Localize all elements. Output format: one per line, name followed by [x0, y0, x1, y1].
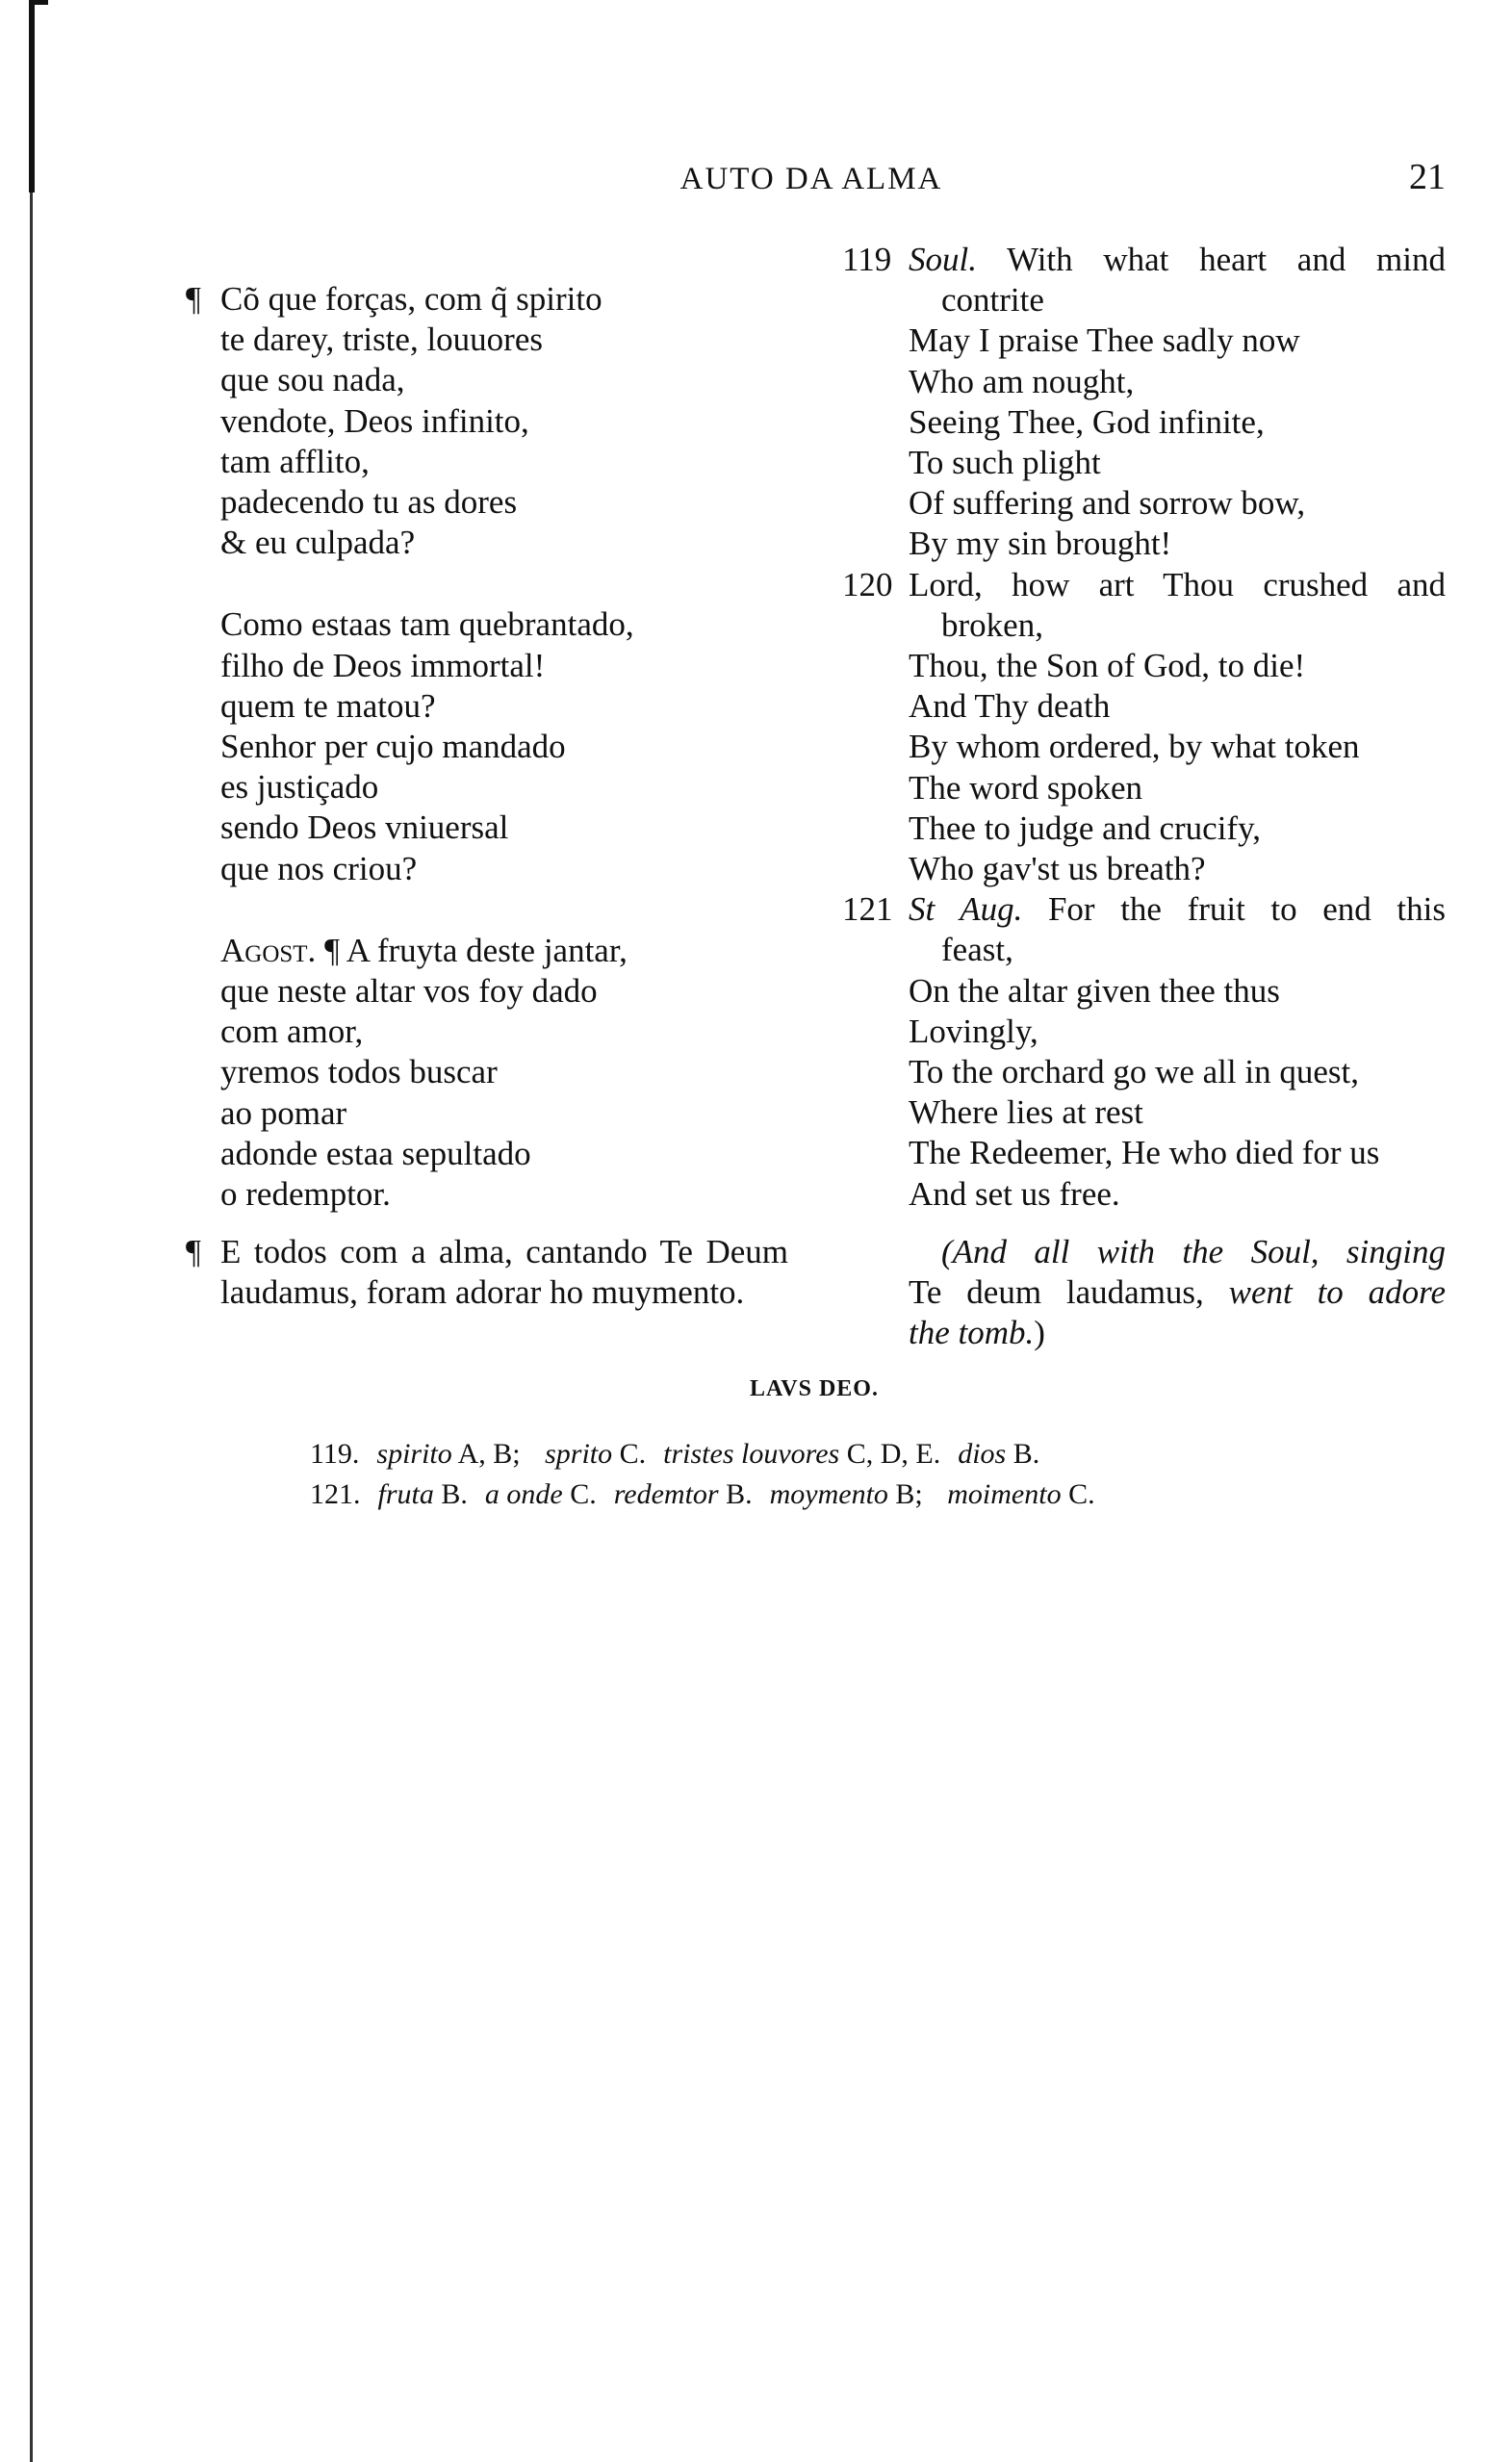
verse-line — [909, 1052, 1446, 1092]
verse-line — [909, 727, 1446, 767]
stanza — [220, 604, 788, 888]
text-segment: The Redeemer, He who died for us — [909, 1134, 1380, 1172]
italic-text: went to adore — [1228, 1273, 1446, 1312]
text-segment: adonde estaa sepultado — [220, 1134, 531, 1172]
italic-text: (And all with the Soul, singing — [941, 1232, 1446, 1270]
italic-text: tristes louvores — [663, 1438, 840, 1470]
text-segment: Of suffering and sorrow bow, — [909, 484, 1306, 523]
verse-line — [909, 646, 1446, 686]
text-segment: Where lies at rest — [909, 1093, 1143, 1132]
verse-line — [909, 971, 1446, 1012]
stanza — [186, 279, 788, 563]
text-segment: que neste altar vos foy dado — [220, 972, 598, 1011]
text-segment: filho de Deos immortal! — [220, 646, 546, 684]
verse-number: 120 — [842, 565, 893, 603]
verse-line — [909, 1174, 1446, 1215]
verse-line — [220, 1134, 788, 1174]
verse-line — [909, 1012, 1446, 1052]
stage-direction-text: E todos com a alma, cantando Te Deum laudamus, foram adorar ho muymento. — [220, 1233, 788, 1312]
verse-line — [220, 1093, 788, 1134]
verse-line — [909, 768, 1446, 808]
verse-line — [909, 402, 1446, 443]
italic-text: moimento — [947, 1478, 1062, 1510]
text-segment: By my sin brought! — [909, 525, 1172, 563]
text-segment: May I praise Thee sadly now — [909, 321, 1300, 360]
text-segment: padecendo tu as dores — [220, 483, 518, 522]
text-segment: yremos todos buscar — [220, 1053, 498, 1091]
verse-line — [220, 1012, 788, 1052]
italic-text: moymento — [769, 1478, 888, 1510]
verse-line — [220, 1174, 788, 1215]
verse-line — [186, 279, 788, 320]
verse-line — [220, 686, 788, 727]
page-edge-corner — [29, 0, 48, 5]
verse-line — [220, 442, 788, 482]
numbered-verse-line — [842, 889, 1446, 930]
text-segment: B. — [433, 1478, 468, 1510]
verse-number: 121 — [842, 890, 893, 929]
text-segment: Thee to judge and crucify, — [909, 808, 1262, 847]
verse-line — [220, 401, 788, 442]
verse-line — [909, 280, 1446, 321]
text-segment: C, D, E. — [839, 1438, 941, 1470]
text-segment: & eu culpada? — [220, 524, 416, 562]
verse-line — [909, 686, 1446, 727]
verse-line — [909, 849, 1446, 889]
running-head: AUTO DA ALMA — [679, 162, 943, 196]
text-segment: broken, — [941, 605, 1043, 644]
text-segment: tam afflito, — [220, 442, 370, 480]
verse-line — [220, 767, 788, 808]
text-segment: contrite — [941, 281, 1044, 320]
italic-text: St Aug. — [909, 890, 1023, 929]
verse-line — [220, 320, 788, 360]
text-segment: By whom ordered, by what token — [909, 728, 1360, 766]
verse-line — [220, 808, 788, 848]
verse-line — [220, 849, 788, 889]
text-segment: To such plight — [909, 444, 1101, 482]
footnote — [310, 1475, 1095, 1515]
text-segment: Lovingly, — [909, 1012, 1038, 1050]
verse-line — [220, 931, 788, 971]
italic-text: a onde — [484, 1478, 563, 1510]
text-segment: que sou nada, — [220, 361, 405, 399]
verse-line — [909, 443, 1446, 483]
text-segment: To the orchard go we all in quest, — [909, 1053, 1359, 1091]
text-segment: C. — [612, 1438, 647, 1470]
text-segment: sendo Deos vniuersal — [220, 808, 509, 847]
verse-line — [909, 1133, 1446, 1173]
text-segment: And set us free. — [909, 1174, 1120, 1213]
text-segment: Cõ que forças, com q̃ spirito — [220, 280, 602, 318]
verse-line — [909, 808, 1446, 849]
text-segment: On the altar given thee thus — [909, 971, 1280, 1010]
text-segment: Thou, the Son of God, to die! — [909, 647, 1306, 685]
footnotes — [310, 1434, 1095, 1515]
text-segment: The word spoken — [909, 768, 1143, 807]
verse-line — [220, 1052, 788, 1092]
verse-line — [220, 360, 788, 400]
verse-line — [909, 930, 1446, 970]
italic-text: fruta — [377, 1478, 434, 1510]
numbered-verse-line — [842, 240, 1446, 280]
text-segment: C. — [562, 1478, 597, 1510]
verse-line — [220, 971, 788, 1012]
paragraph-mark-icon: ¶ — [186, 280, 201, 318]
text-segment: ) — [1034, 1314, 1045, 1352]
text-segment: And Thy death — [909, 687, 1111, 726]
text-segment: C. — [1061, 1478, 1095, 1510]
text-segment: Who gav'st us breath? — [909, 850, 1206, 888]
text-segment: Te deum laudamus, — [909, 1273, 1229, 1312]
text-segment: Senhor per cujo mandado — [220, 728, 566, 766]
portuguese-text-column — [186, 279, 788, 1314]
text-segment: Como estaas tam quebrantado, — [220, 605, 634, 644]
text-segment: Lord, how art Thou crushed and — [909, 565, 1446, 603]
english-translation-column — [842, 240, 1446, 1353]
text-segment: For the fruit to end this — [1022, 890, 1446, 929]
text-segment: quem te matou? — [220, 686, 436, 725]
text-segment: B; — [887, 1478, 931, 1510]
page-number: 21 — [1409, 157, 1446, 197]
italic-text: dios — [958, 1438, 1007, 1470]
stage-direction — [909, 1232, 1446, 1354]
text-segment: feast, — [941, 931, 1013, 969]
text-segment: Seeing Thee, God infinite, — [909, 402, 1265, 441]
text-segment: ¶ A fruyta deste jantar, — [316, 931, 628, 969]
verse-line — [220, 523, 788, 563]
stanza — [220, 931, 788, 1215]
text-segment: With what heart and mind — [976, 241, 1446, 278]
verse-line — [909, 524, 1446, 564]
text-segment: com amor, — [220, 1013, 364, 1051]
text-segment: o redemptor. — [220, 1175, 391, 1214]
text-segment: A, B; — [451, 1438, 528, 1470]
footnote — [310, 1434, 1095, 1475]
text-segment: 119. — [310, 1438, 360, 1470]
text-segment: vendote, Deos infinito, — [220, 401, 529, 440]
italic-text: sprito — [545, 1438, 613, 1470]
verse-line — [909, 1092, 1446, 1133]
colophon: LAVS DEO. — [750, 1376, 879, 1401]
verse-line — [909, 1313, 1446, 1353]
verse-line — [220, 482, 788, 523]
numbered-verse-line — [842, 565, 1446, 605]
italic-text: the tomb. — [909, 1314, 1035, 1352]
text-segment: ao pomar — [220, 1093, 347, 1132]
verse-line — [909, 605, 1446, 646]
italic-text: Soul. — [909, 241, 977, 278]
verse-line — [220, 646, 788, 686]
italic-text: spirito — [376, 1438, 452, 1470]
text-segment: Agost. — [220, 931, 317, 969]
paragraph-mark-icon: ¶ — [186, 1233, 201, 1271]
verse-number: 119 — [842, 241, 892, 278]
verse-line — [909, 1272, 1446, 1313]
text-segment: es justiçado — [220, 768, 379, 807]
stage-direction — [186, 1232, 788, 1313]
verse-line — [220, 727, 788, 767]
italic-text: redemtor — [613, 1478, 719, 1510]
text-segment: B. — [1006, 1438, 1040, 1470]
verse-line — [909, 483, 1446, 524]
text-segment: 121. — [310, 1478, 361, 1510]
page-edge-line — [30, 0, 33, 2462]
verse-line — [909, 321, 1446, 361]
text-segment: te darey, triste, louuores — [220, 321, 543, 359]
text-segment: B. — [718, 1478, 753, 1510]
text-segment: que nos criou? — [220, 849, 418, 887]
verse-line — [220, 604, 788, 645]
verse-line — [909, 362, 1446, 402]
verse-line — [909, 1232, 1446, 1272]
text-segment: Who am nought, — [909, 362, 1135, 400]
